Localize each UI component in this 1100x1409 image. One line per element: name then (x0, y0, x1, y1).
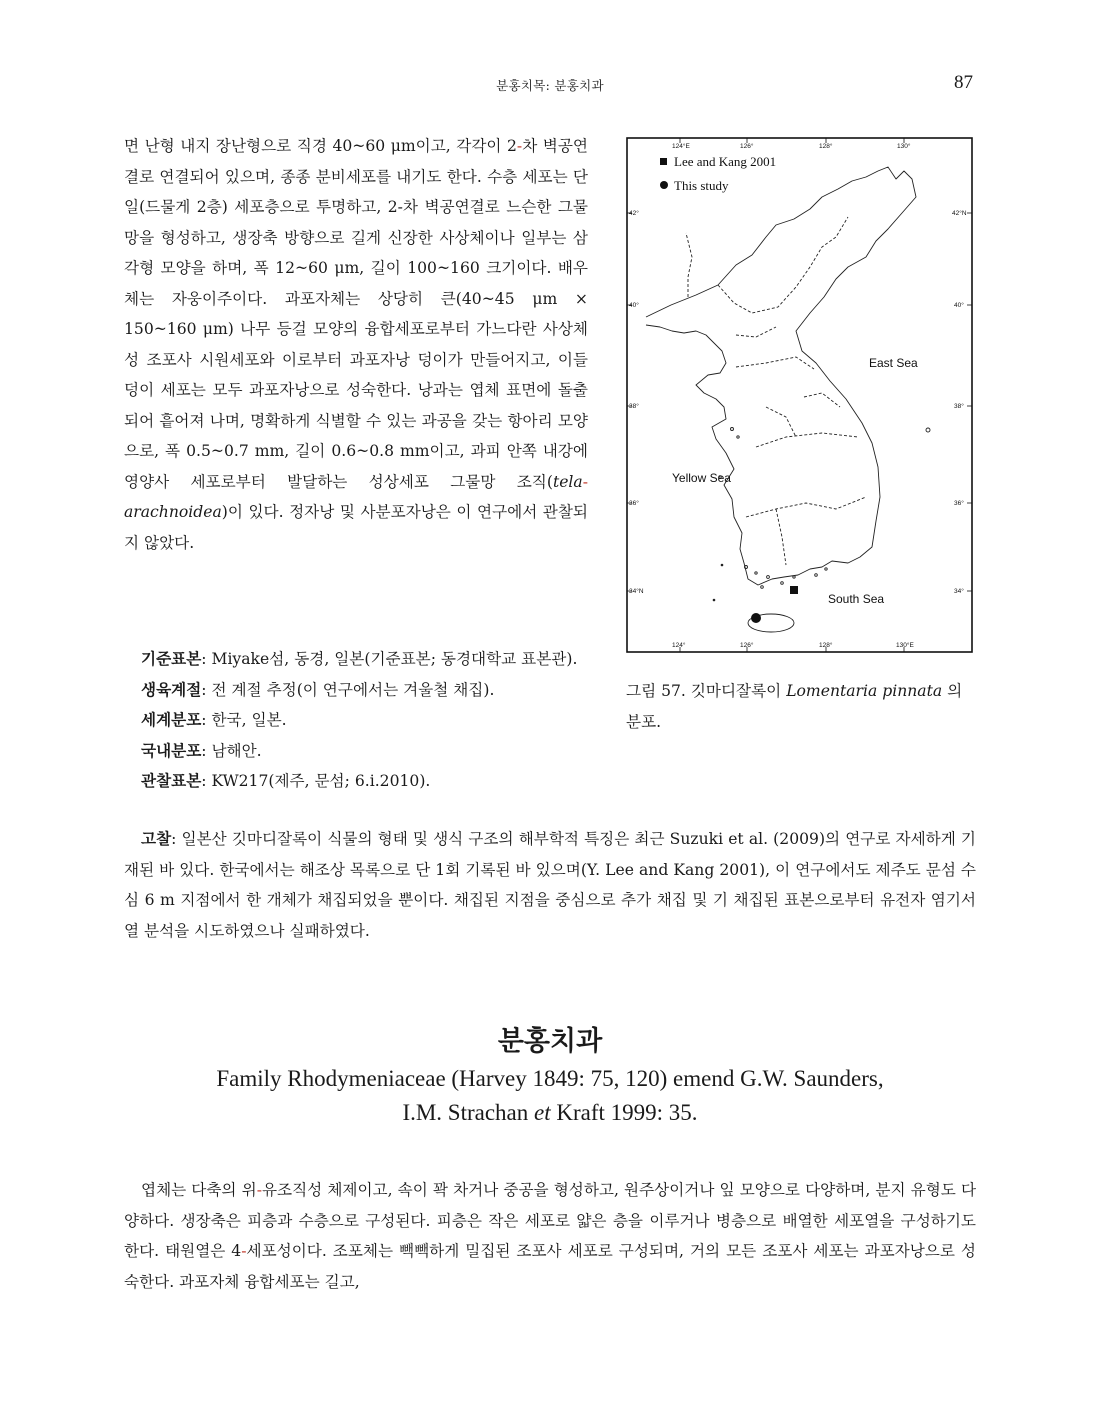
legend-circle-icon (660, 181, 668, 189)
hyphen-mark: - (241, 1242, 247, 1260)
legend-square-icon (660, 158, 667, 165)
tick-label: 34° (954, 588, 964, 595)
season-line: 생육계절: 전 계절 추정(이 연구에서는 겨울철 채집). (141, 679, 495, 699)
latin-term: arachnoidea (124, 503, 222, 521)
hyphen-mark: - (582, 472, 588, 491)
domestic-distribution-line: 국내분포: 남해안. (141, 740, 262, 760)
family-description (124, 1175, 976, 1297)
island-dot (713, 599, 716, 602)
remarks (124, 824, 976, 946)
tick-label: 34°N (629, 588, 644, 595)
distribution-map (626, 137, 973, 653)
tick-label: 124° (672, 642, 686, 649)
hyphen-mark: - (516, 137, 523, 155)
latin-term: tela (552, 472, 583, 491)
tick-label: 42°N (952, 210, 967, 217)
tick-label: 130° (897, 143, 911, 150)
sea-label: East Sea (869, 356, 918, 370)
type-specimen-line: 기준표본: Miyake섬, 동경, 일본(기준표본; 동경대학교 표본관). (141, 649, 578, 668)
tick-label: 130°E (896, 642, 914, 649)
family-title-latin: Family Rhodymeniaceae (Harvey 1849: 75, 120) emend G.W. Saunders, (216, 1066, 884, 1091)
species-description (124, 131, 588, 558)
family-title-korean: 분홍치과 (497, 1026, 603, 1057)
tick-label: 36° (954, 500, 964, 507)
record-square-marker (790, 586, 798, 594)
tick-label: 40° (954, 302, 964, 309)
specimen-line: 관찰표본: KW217(제주, 문섬; 6.i.2010). (141, 771, 431, 790)
sea-label: Yellow Sea (672, 471, 731, 485)
hyphen-mark: - (256, 1181, 262, 1199)
tick-label: 42° (629, 210, 639, 217)
tick-label: 40° (629, 302, 639, 309)
species-name: Lomentaria pinnata (786, 682, 943, 700)
tick-label: 38° (629, 403, 639, 410)
tick-label: 126° (740, 143, 754, 150)
description-paragraph: 엽체는 다축의 위-유조직성 체제이고, 속이 꽉 차거나 중공을 형성하고, 원주상이거나 잎 모양으로 다양하며, 분지 유형도 다양하다. 생장축은 피층과 수층으로 구성된다. 피층은 작은 세포로 얇은 층을 이루거나 병층으로 배열한 세포열을 구성하기도 한다. 태원열은 4-세포성이다. 조포체는 빽빽하게 밀집된 조포사 세포로 구성되며, 거의 모든 조포사 세포는 과포자낭으로 성숙한다. 과포자체 융합세포는 길고, (124, 1181, 977, 1291)
record-circle-marker (751, 613, 761, 623)
world-distribution-line: 세계분포: 한국, 일본. (141, 710, 287, 729)
tick-label: 126° (740, 642, 754, 649)
legend-label: This study (674, 178, 729, 193)
sea-label: South Sea (828, 592, 885, 606)
tick-label: 128° (819, 143, 833, 150)
family-authority: I.M. Strachan et Kraft 1999: 35. (402, 1100, 698, 1125)
legend-label: Lee and Kang 2001 (674, 154, 777, 169)
description-paragraph: 면 난형 내지 장난형으로 직경 40~60 μm이고, 각각이 2-차 벽공연결로 연결되어 있으며, 종종 분비세포를 내기도 한다. 수층 세포는 단일(드물게 2층) 세포층으로 투명하고, 2-차 벽공연결로 느슨한 그물망을 형성하고, 생장축 방향으로 길게 신장한 사상체이나 일부는 삼각형 모양을 하며, 폭 12~60 μm, 길이 100~160 크기이다. 배우체는 자웅이주이다. 과포자체는 상당히 큰(40~45 μm × 150~160 μm) 나무 등걸 모양의 융합세포로부터 가느다란 사상체성 조포사 시원세포와 이로부터 과포자낭 덩이가 만들어지고, 이들 덩이 세포는 모두 과포자낭으로 성숙한다. 낭과는 엽체 표면에 돌출되어 흩어져 나며, 명확하게 식별할 수 있는 과공을 갖는 항아리 모양으로, 폭 0.5~0.7 mm, 길이 0.6~0.8 mm이고, 과피 안쪽 내강에 영양사 세포로부터 발달하는 성상세포 그물망 조직(tela-arachnoidea)이 있다. 정자낭 및 사분포자낭은 이 연구에서 관찰되지 않았다. (124, 137, 588, 552)
family-heading (0, 1022, 1100, 1130)
island-dot (721, 564, 724, 567)
figure-caption: 그림 57. 깃마디잘록이 Lomentaria pinnata 의 분포. (626, 682, 963, 731)
tick-label: 128° (819, 642, 833, 649)
species-metadata (124, 644, 594, 797)
page-number: 87 (954, 72, 973, 93)
tick-label: 38° (954, 403, 964, 410)
tick-label: 36° (629, 500, 639, 507)
running-header-title: 분홍치목: 분홍치과 (496, 78, 604, 93)
tick-label: 124°E (672, 143, 690, 150)
remarks-paragraph: 고찰: 일본산 깃마디잘록이 식물의 형태 및 생식 구조의 해부학적 특징은 최근 Suzuki et al. (2009)의 연구로 자세하게 기재된 바 있다. 한국에서는 해조상 목록으로 단 1회 기록된 바 있으며(Y. Lee and Kang 2001), 이 연구에서도 제주도 문섬 수심 6 m 지점에서 한 개체가 채집되었을 뿐이다. 채집된 지점을 중심으로 추가 채집 및 기 채집된 표본으로부터 유전자 염기서열 분석을 시도하였으나 실패하였다. (124, 829, 976, 940)
